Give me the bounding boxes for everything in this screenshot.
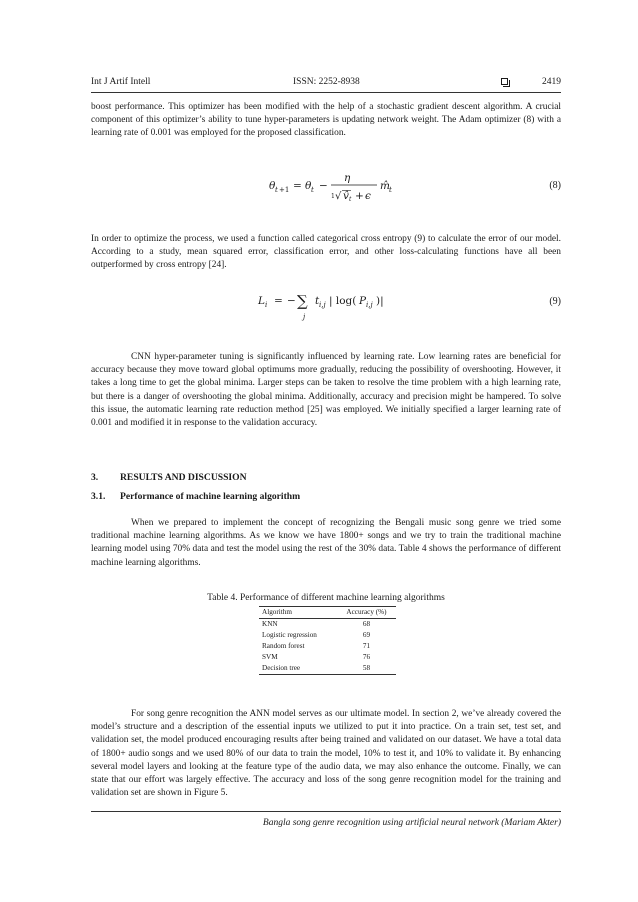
table-cell-algorithm: Logistic regression (262, 631, 317, 639)
svg-text:ϵ: ϵ (365, 190, 371, 202)
svg-text:j: j (303, 313, 306, 321)
table-cell-algorithm: KNN (262, 620, 278, 628)
svg-text:i,j: i,j (319, 301, 326, 309)
equation-9-formula (91, 288, 561, 328)
svg-text:)|: )| (376, 295, 384, 307)
paragraph-ml-algorithms: When we prepared to implement the concept of recognizing the Bengali music song genre we tried some traditional machine learning algorithms. As we know we have 1800+ songs and we try to train the traditional machine learning model using 70% data and test the model using the rest of the 30% data. Table 4 shows the performance of different machine learning algorithms. (91, 518, 561, 568)
svg-text:√: √ (335, 191, 342, 202)
table-row (259, 641, 396, 652)
running-footer: Bangla song genre recognition using artificial neural network (Mariam Akter) (262, 818, 561, 828)
svg-text:η: η (344, 172, 351, 184)
svg-text:m̂: m̂ (380, 180, 390, 192)
section-3-title: RESULTS AND DISCUSSION (120, 472, 247, 483)
paragraph-optimizer: boost performance. This optimizer has been modified with the help of a stochastic gradient descent algorithm. A crucial component of this optimizer’s ability to tune hyper-parameters is updating network weight. The Adam optimizer (8) with a learning rate of 0.001 was employed for the proposed classification. (91, 102, 561, 139)
equation-8-formula (91, 172, 561, 208)
table-header-row (259, 607, 396, 619)
table-caption: Table 4. Performance of different machine learning algorithms (207, 593, 445, 603)
table-row (259, 630, 396, 641)
svg-text:t: t (315, 295, 320, 307)
header-rule (91, 92, 561, 93)
table-row (259, 619, 396, 631)
paragraph-cross-entropy: In order to optimize the process, we used a function called categorical cross entropy (9) to calculate the error of our model. According to a study, mean squared error, classification error, and other loss-calculating functions have all been outperformed by cross entropy [24]. (91, 234, 561, 271)
svg-text:θ: θ (305, 180, 312, 192)
svg-text:P: P (359, 295, 367, 307)
equation-9 (91, 288, 561, 324)
running-header (91, 77, 561, 93)
table-cell-algorithm: Decision tree (259, 663, 337, 675)
section-3-number: 3. (91, 472, 99, 483)
svg-text:−: − (319, 180, 328, 192)
issn: ISSN: 2252-8938 (293, 77, 360, 87)
paragraph-learning-rate: CNN hyper-parameter tuning is significantly influenced by learning rate. Low learning rates are beneficial for accuracy because they move toward global optimums more gradually, reducing the possibility of overshooting. However, it takes a long time to get the global minima. Larger steps can be taken to resolve the time problem with a high learning rate, but there is a danger of overshooting the global minima. Additionally, accuracy and precision might be hampered. To solve this issue, the automatic learning rate reduction method [25] was employed. We initially specified a larger learning rate of 0.001 and modified it in response to the validation accuracy. (91, 352, 561, 429)
svg-text:−: − (287, 295, 296, 307)
svg-text:t: t (389, 186, 392, 194)
svg-text:t: t (311, 186, 314, 194)
page-number: 2419 (542, 77, 561, 87)
table-cell-algorithm: SVM (262, 653, 278, 661)
section-3-1-heading (91, 491, 300, 502)
footer-rule (91, 811, 561, 812)
table-cell-accuracy: 71 (362, 642, 371, 650)
svg-text:∑: ∑ (297, 292, 308, 310)
svg-text:=: = (293, 180, 302, 192)
equation-8-number: (8) (549, 180, 561, 191)
svg-text:v̂: v̂ (343, 190, 349, 202)
section-3-1-title: Performance of machine learning algorithm (120, 491, 301, 502)
table-header-accuracy: Accuracy (%) (337, 607, 396, 619)
svg-text:L: L (258, 295, 265, 307)
svg-text:| log(: | log( (329, 295, 357, 307)
svg-text:i,j: i,j (366, 301, 373, 309)
svg-text:t: t (275, 186, 278, 194)
svg-text:t: t (349, 196, 352, 203)
svg-text:=: = (274, 295, 283, 307)
table-cell-algorithm: Random forest (262, 642, 305, 650)
svg-text:i: i (265, 301, 268, 309)
svg-text:θ: θ (269, 180, 276, 192)
equation-8 (91, 172, 561, 208)
table-header-algorithm: Algorithm (259, 607, 337, 619)
section-3-1-number: 3.1. (91, 491, 106, 502)
results-table (259, 606, 396, 675)
table-cell-accuracy: 76 (362, 653, 371, 661)
svg-text:+: + (355, 190, 364, 202)
svg-text:+1: +1 (279, 186, 290, 194)
square-icon (501, 78, 508, 85)
table-cell-accuracy: 58 (337, 663, 396, 675)
table-row (259, 652, 396, 663)
equation-9-number: (9) (549, 296, 561, 307)
table-row (259, 663, 396, 675)
svg-text:1: 1 (331, 193, 335, 200)
section-3-heading (91, 472, 247, 483)
journal-name: Int J Artif Intell (91, 77, 151, 87)
table-cell-accuracy: 68 (362, 620, 371, 628)
table-cell-accuracy: 69 (362, 631, 371, 639)
paragraph-ann-model: For song genre recognition the ANN model serves as our ultimate model. In section 2, we’ve already covered the model’s structure and a description of the essential inputs we utilized to put it into practice. On a train set, test set, and validation set, the model produced encouraging results after being trained and validated on our dataset. We have a total data of 1800+ audio songs and we used 80% of our data to train the model, 10% to test it, and 10% to validate it. By enhancing several model layers and looking at the feature type of the audio data, we may also enhance the outcome. Finally, we can state that our effort was largely effective. The accuracy and loss of the song genre recognition model for the training and validation set are shown in Figure 5. (91, 709, 561, 799)
